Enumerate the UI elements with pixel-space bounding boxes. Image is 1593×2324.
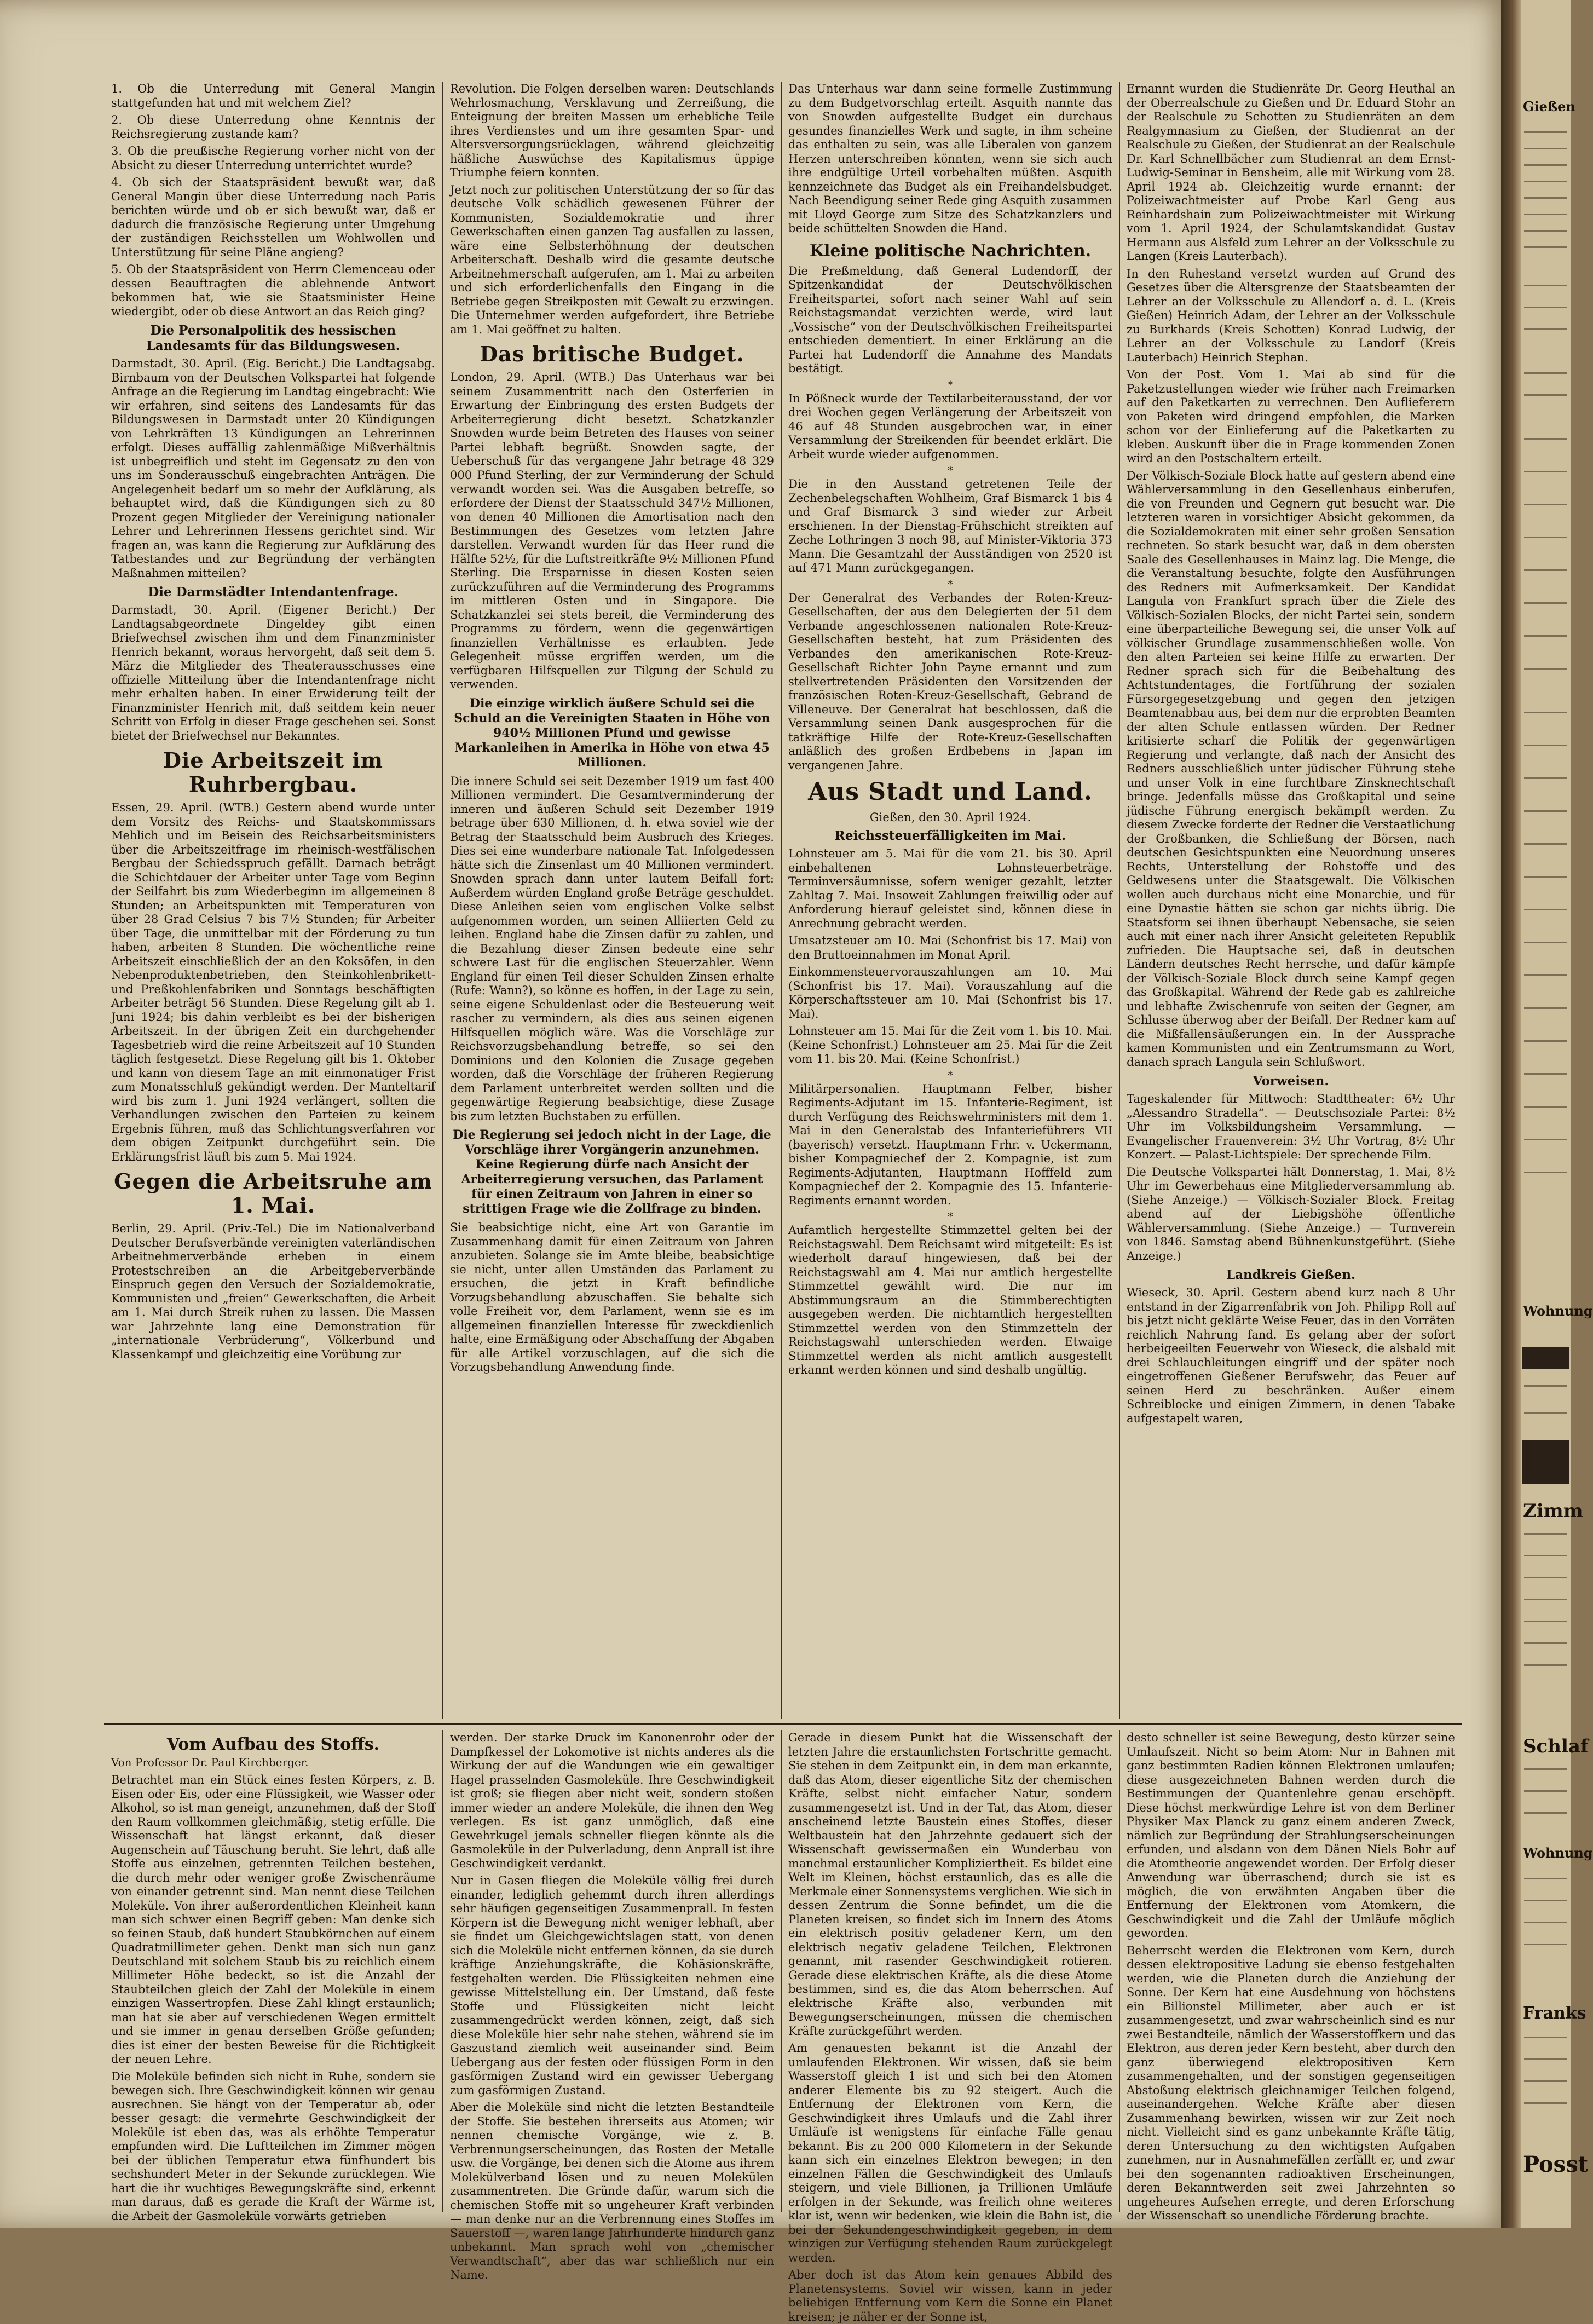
article-personalpolitik: Darmstadt, 30. April. (Eig. Bericht.) Die Landtagsabg. Birnbaum von der Deutschen Volkspartei hat folgende Anfrage an die Regierung im Landtag eingebracht: Wie wir erfahren, sind seitens des Landesamts für das Bildungswesen in Darmstadt unter 20 Kündigungen von Lehrkräften 13 Kündigungen an Lehrerinnen erfolgt. Dieses auffällig zahlenmäßige Mißverhältnis ist unbegreiflich und steht im Gegensatz zu den von uns im Sonderausschuß eingebrachten Anträgen. Die Angelegenheit bedarf um so mehr der Aufklärung, als behauptet wird, daß die Kündigungen sich zu 80 Prozent gegen Mitglieder der Vereinigung nationaler Lehrer und Lehrerinnen Hessens gerichtet sind. Wir fragen an, was kann die Regierung zur Aufklärung des Tatbestandes und zur Begründung der verhängten Maßnahmen mitteilen? — [111, 357, 435, 580]
neighbor-text-line — [1524, 1577, 1567, 1578]
article-budget: London, 29. April. (WTB.) Das Unterhaus war bei seinem Zusammentritt nach den Osterferien in Erwartung der Einbringung des ersten Budgets der Arbeiterregierung dicht besetzt. Schatzkanzler Snowden wurde beim Betreten des Hauses von seiner Partei lebhaft begrüßt. Snowden sagte, der Ueberschuß für das vergangene Jahr betrage 48 329 000 Pfund Sterling, der zur Verminderung der Schuld verwandt worden sei. Was die Ausgaben betreffe, so erfordere der Dienst der Staatsschuld 347½ Millionen, von denen 40 Millionen die Amortisation nach den Bestimmungen des Gesetzes vom letzten Jahre darstellen. Verwandt wurden für das Heer rund die Hälfte 52½, für die Luftstreitkräfte 9½ Millionen Pfund Sterling. Die Ersparnisse in diesen Kosten seien zurückzuführen auf die Verminderung des Programms im mittleren Osten und in Singapore. Die Schatzkanzlei sei stets bereit, die Verminderung des Programms zu fördern, wenn die gegenwärtigen finanziellen Verhältnisse es erlaubten. Jede Gelegenheit müsse ergriffen werden, um die verfügbaren Hilfsquellen zur Tilgung der Schuld zu verwenden. — [450, 371, 774, 691]
feuilleton-paragraph: desto schneller ist seine Bewegung, desto kürzer seine Umlaufszeit. Nicht so beim Atom: Nur in Bahnen mit ganz bestimmten Radien können Elektronen umlaufen; diese ausgezeichneten Bahnen werden durch die Bestimmungen der Quantenlehre genau erschöpft. Diese höchst merkwürdige Lehre ist von dem Berliner Physiker Max Planck zu ganz einem anderen Zweck, nämlich zur Begründung der Strahlungserscheinungen erfunden, und alsdann von dem Dänen Niels Bohr auf die Atomtheorie angewendet worden. Der Erfolg dieser Anwendung war überraschend; durch sie ist es möglich, die von erwähnten Angaben über die Entfernung der Elektronen vom Atomkern, die Geschwindigkeit und die Zahl der Umläufe möglich geworden. — [1127, 1731, 1455, 1940]
feuilleton-column-4 — [1127, 1731, 1455, 2222]
neighbor-text-line — [1524, 712, 1567, 713]
neighbor-text-line — [1524, 1599, 1567, 1600]
news-ernennungen: Ernannt wurden die Studienräte Dr. Georg Heuthal an der Oberrealschule zu Gießen und Dr. Eduard Stohr an der Realschule zu Schotten zu Studienräten an dem Realgymnasium zu Gießen, der Studienrat an der Realschule zu Gießen, der Studienrat an der Realschule Dr. Karl Schnellbächer zum Studienrat an dem Ernst-Ludwig-Seminar in Bensheim, alle mit Wirkung vom 28. April 1924 ab. Gleichzeitig wurde ernannt: der Polizeiwachtmeister auf Probe Karl Geng aus Reinhardshain zum Polizeiwachtmeister mit Wirkung vom 1. April 1924, der Schulamtskandidat Gustav Hermann aus Alsfeld zum Lehrer an der Volksschule zu Langen (Kreis Lauterbach). — [1127, 82, 1455, 263]
separator-star: * — [948, 1069, 953, 1081]
neighbor-text-line — [1524, 1040, 1567, 1042]
neighbor-label: Schlaf — [1523, 1735, 1589, 1757]
neighbor-text-line — [1524, 1385, 1567, 1387]
steuer-lohnsteuer-2: Lohnsteuer am 15. Mai für die Zeit vom 1. bis 10. Mai. (Keine Schonfrist.) Lohnsteuer am 25. Mai für die Zeit vom 11. bis 20. Mai. (Keine Schonfrist.) — [788, 1024, 1112, 1065]
question-2: 2. Ob diese Unterredung ohne Kenntnis der Reichsregierung zustande kam? — [111, 113, 435, 141]
neighbor-label: Wohnung — [1523, 1303, 1593, 1319]
neighbor-text-line — [1524, 974, 1567, 976]
news-poessneck: In Pößneck wurde der Textilarbeiterausstand, der vor drei Wochen gegen Verlängerung der Arbeitszeit von 46 auf 48 Stunden ausgebrochen war, in einer Versammlung der Streikenden für beendet erklärt. Die Arbeit wurde wieder aufgenommen. — [788, 391, 1112, 461]
news-ludendorff: Die Preßmeldung, daß General Ludendorff, der Spitzenkandidat der Deutschvölkischen Freiheitspartei, sofort nach seiner Wahl auf sein Reichstagsmandat verzichten werde, wird laut „Vossische“ von der Deutschvölkischen Freiheitspartei entschieden dementiert. In einer Erklärung an die Partei hat Ludendorff die Annahme des Mandats bestätigt. — [788, 264, 1112, 375]
heading-personalpolitik: Die Personalpolitik des hessischen Landesamts für das Bildungswesen. — [146, 323, 400, 353]
question-3: 3. Ob die preußische Regierung vorher nicht von der Absicht zu dieser Unterredung unterrichtet wurde? — [111, 145, 435, 172]
heading-intendantenfrage: Die Darmstädter Intendantenfrage. — [148, 585, 399, 599]
article-budget-regierung: Sie beabsichtige nicht, eine Art von Garantie im Zusammenhang damit für einen Zeitraum von Jahren anzubieten. Solange sie im Amte bleibe, beabsichtige sie nicht, unter allen Umständen das Parlament zu ersuchen, die jetzt in Kraft befindliche Vorzugsbehandlung abzuschaffen. Sie behalte sich volle Freiheit vor, dem Parlament, wenn sie es im allgemeinen finanziellen Interesse für zweckdienlich halte, eine Ermäßigung oder Abschaffung der Abgaben für alle Artikel vorzuschlagen, auf die sich die Vorzugsbehandlung Anwendung finde. — [450, 1221, 774, 1374]
article-arbeitsruhe-cont: Revolution. Die Folgen derselben waren: Deutschlands Wehrlosmachung, Versklavung und Zerreißung, die Enteignung der breiten Massen um erhebliche Teile ihres Verdienstes und um ihre gesamten Spar- und Altersversorgungsrücklagen, während gleichzeitig häßliche Auswüchse des Kapitalismus üppige Triumphe feiern konnten. — [450, 82, 774, 179]
neighbor-text-line — [1524, 372, 1567, 374]
feuilleton-paragraph: Betrachtet man ein Stück eines festen Körpers, z. B. Eisen oder Eis, oder eine Flüssigkeit, wie Wasser oder Alkohol, so ist man geneigt, anzunehmen, daß der Stoff den Raum vollkommen gleichmäßig, stetig erfülle. Die Wissenschaft hat längst erkannt, daß dieser Augenschein auf Täuschung beruht. Sie lehrt, daß alle Stoffe aus einzelnen, getrennten Teilchen bestehen, die durch mehr oder weniger große Zwischenräume von einander getrennt sind. Man nennt diese Teilchen Moleküle. Von ihrer außerordentlichen Kleinheit kann man sich schwer einen Begriff geben: Man denke sich so feinen Staub, daß hundert Staubkörnchen auf einem Quadratmillimeter gehen. Denkt man sich nun ganz Deutschland mit solchem Staub bis zu reichlich einem Millimeter Höhe bedeckt, so ist die Anzahl der Staubteilchen gleich der Zahl der Moleküle in einem einzigen Wassertropfen. Diese Zahl klingt erstaunlich; man hat sie aber auf verschiedenen Wegen ermittelt und sie immer in genau derselben Größe gefunden; dies ist einer der besten Beweise für die Richtigkeit der neuen Lehre. — [111, 1773, 435, 2066]
neighbor-text-line — [1524, 246, 1567, 248]
question-4: 4. Ob sich der Staatspräsident bewußt war, daß General Mangin über diese Unterredung nach Paris berichten würde und ob er sich bewußt war, daß er dadurch die französische Regierung unter Umgehung der zuständigen Reichsstellen um Wohlwollen und Unterstützung für seine Pläne angieng? — [111, 176, 435, 259]
neighbor-text-line — [1524, 471, 1567, 472]
neighbor-text-line — [1524, 181, 1567, 182]
neighbor-text-line — [1524, 2080, 1567, 2082]
separator-star: * — [948, 578, 953, 590]
news-voelkisch-sozialer-block: Der Völkisch-Soziale Block hatte auf gestern abend eine Wählerversammlung in den Gesellenhaus einberufen, die von Freunden und Gegnern gut besucht war. Die letzteren waren in vorsichtiger Absicht gekommen, da die Sozialdemokraten mit einer sehr großen Sensation rechneten. So stark besucht war, daß in dem obersten Saale des Gesellenhauses in Mainz lag. Die Menge, die die Veranstaltung besuchte, folgte den Ausführungen des Redners mit Aufmerksamkeit. Der Kandidat Langula von Frankfurt sprach über die Ziele des Völkisch-Sozialen Blocks, der nicht Partei sein, sondern eine überparteiliche Bewegung sei, die unser Volk auf völkischer Grundlage zusammenschließen wolle. Von den alten Parteien sei keine Hilfe zu erwarten. Der Redner sprach sich für die Beibehaltung des Achtstundentages, die Fortführung der sozialen Fürsorgegesetzgebung und gegen den jetzigen Beamtenabbau aus, bei dem nur die erprobten Beamten der alten Schule entlassen würden. Der Redner kritisierte scharf die Politik der gegenwärtigen Regierung und verlangte, daß nach der Ansicht des Redners ausschließlich unter jüdischer Führung stehe und unser Volk in eine furchtbare Zinsknechtschaft bringe. Jedenfalls müsse das Großkapital und seine jüdische Führung energisch bekämpft werden. Zu diesem Zwecke forderte der Redner die Verstaatlichung der Großbanken, die Schließung der Börsen, nach deutschen Gesichtspunkten eine Neuordnung unseres Rechts, Unterstellung der Rohstoffe und des Geldwesens unter die Staatsgewalt. Die Völkischen wollen auch durchaus nicht eine Monarchie, und für eine Dynastie hätten sie schon gar nichts übrig. Die Staatsform sei ihnen überhaupt Nebensache, sie seien auch mit einer nach ihrer Ansicht geleiteten Republik zufrieden. Die Hauptsache sei, daß in deutschen Ländern deutsches Recht herrsche, und dafür kämpfe der Völkisch-Soziale Block durch seine Kampf gegen das Großkapital. Während der Rede gab es zahlreiche und lebhafte Zwischenrufe von seiten der Gegner, am Schlusse überwog aber der Beifall. Der Redner kam auf die Mißfallensäußerungen ein. In der Aussprache kamen Kommunisten und ein Zentrumsmann zu Wort, danach sprach Langula sein Schlußwort. — [1127, 469, 1455, 1069]
neighbor-text-line — [1524, 197, 1567, 199]
column-rule — [442, 82, 443, 1719]
neighbor-text-line — [1524, 1944, 1567, 1945]
feuilleton-paragraph: Beherrscht werden die Elektronen vom Kern, durch dessen elektropositive Ladung sie ebenso festgehalten werden, wie die Planeten durch die Anziehung der Sonne. Der Kern hat eine Ausdehnung von höchstens ein Billionstel Millimeter, aber auch er ist zusammengesetzt, und zwar wahrscheinlich sind es nur zwei Bestandteile, nämlich der Wasserstoffkern und das Elektron, aus deren jeder Kern besteht, aber durch den ganz überwiegend elektropositiven Kern zusammengehalten, und der sonstigen gegenseitigen Abstoßung elektrisch gleichnamiger Teilchen folgend, auseinandergehen. Welche Kräfte aber diesen Zusammenhang bewirken, wissen wir zur Zeit noch nicht. Vielleicht sind es ganz unbekannte Kräfte tätig, deren Untersuchung zu den wichtigsten Aufgaben zunehmen, nur in Ausnahmefällen zerfällt er, und zwar bei den sogenannten radioaktiven Erscheinungen, deren Bekanntwerden seit zwei Jahrzehnten so ungeheures Aufsehen erregte, und deren Erforschung der Wissenschaft so unendliche Förderung brachte. — [1127, 1944, 1455, 2222]
neighbor-text-line — [1524, 148, 1567, 149]
heading-stadt-und-land: Aus Stadt und Land. — [808, 778, 1093, 806]
neighbor-text-line — [1524, 569, 1567, 571]
neighbor-text-line — [1524, 307, 1567, 308]
neighbor-text-line — [1524, 745, 1567, 746]
neighbor-text-line — [1524, 1642, 1567, 1644]
neighbor-text-line — [1524, 1900, 1567, 1901]
news-militaerpersonalien: Militärpersonalien. Hauptmann Felber, bisher Regiments-Adjutant im 15. Infanterie-Regiment, ist durch Verfügung des Reichswehrministers mit dem 1. Mai in den Generalstab des Infanterieführers VII (bayerisch) versetzt. Hauptmann Frhr. v. Uckermann, bisher Kompagniechef der 2. Kompagnie, ist zum Regiments-Adjutanten, Hauptmann Hofffeld zum Kompagniechef der 2. Kompagnie des 15. Infanterie-Regiments ernannt worden. — [788, 1082, 1112, 1207]
feuilleton-paragraph: werden. Der starke Druck im Kanonenrohr oder der Dampfkessel der Lokomotive ist nichts anderes als die Wirkung der auf die Wandungen wie ein gewaltiger Hagel prasselnden Gasmoleküle. Ihre Geschwindigkeit ist groß; sie fliegen aber nicht weit, sondern stoßen immer wieder an andere Moleküle, die ihnen den Weg verlegen. Es ist ganz unmöglich, daß eine Gewehrkugel jemals schneller fliegen könnte als die Gasmoleküle in der Pulverladung, denn Anprall ist ihre Geschwindigkeit verdankt. — [450, 1731, 774, 1870]
news-zechen: Die in den Ausstand getretenen Teile der Zechenbelegschaften Wohlheim, Graf Bismarck 1 bis 4 und Graf Bismarck 3 sind wieder zur Arbeit erschienen. In der Dienstag-Frühschicht streikten auf Zeche Lothringen 3 noch 98, auf Minister-Viktoria 373 Mann. Die Gesamtzahl der Ausständigen von 2520 ist auf 471 Mann zurückgegangen. — [788, 477, 1112, 574]
column-rule — [1119, 82, 1120, 1719]
neighbor-text-line — [1524, 1790, 1567, 1792]
separator-star: * — [948, 1211, 953, 1222]
neighbor-label: Zimm — [1523, 1500, 1583, 1522]
heading-landkreis: Landkreis Gießen. — [1226, 1267, 1356, 1282]
feuilleton-paragraph: Die Moleküle befinden sich nicht in Ruhe, sondern sie bewegen sich. Ihre Geschwindigkeit können wir genau ausrechnen. Sie hängt von der Temperatur ab, oder besser gesagt: die vermehrte Geschwindigkeit der Moleküle ist eben das, was als erhöhte Temperatur empfunden wird. Die Luftteilchen im Zimmer mögen bei der üblichen Temperatur etwa fünfhundert bis sechshundert Meter in der Sekunde zurücklegen. Wie hart die ihr wuchtiges Bewegungskräfte sind, erkennt man daraus, daß es gerade die Kraft der Wärme ist, die Arbeit der Gasmoleküle vorwärts getrieben — [111, 2069, 435, 2223]
neighbor-text-line — [1524, 942, 1567, 943]
neighbor-text-line — [1524, 214, 1567, 215]
heading-britisches-budget: Das britische Budget. — [480, 342, 744, 366]
feuilleton-byline: Von Professor Dr. Paul Kirchberger. — [111, 1756, 309, 1769]
neighbor-text-line — [1524, 504, 1567, 505]
neighbor-text-line — [1524, 2058, 1567, 2060]
neighbor-text-line — [1524, 285, 1567, 286]
separator-star: * — [948, 379, 953, 391]
neighbor-text-line — [1524, 810, 1567, 812]
neighbor-label: Franks — [1523, 2004, 1586, 2023]
article-arbeitsruhe: Berlin, 29. April. (Priv.-Tel.) Die im Nationalverband Deutscher Berufsverbände vereinigten vaterländischen Arbeitnehmerverbände erheben in einem Protestschreiben an die Arbeitgeberverbände Einspruch gegen den Versuch der Sozialdemokratie, Kommunisten und „freien“ Gewerkschaften, die Arbeit am 1. Mai durch Streik ruhen zu lassen. Die Massen war Jahrzehnte lang eine Demonstration für „internationale Verbrüderung“, Völkerbund und Klassenkampf und gleichzeitig eine Vorübung zur — [111, 1222, 435, 1361]
neighbor-text-line — [1524, 2037, 1567, 2038]
feuilleton-rule — [104, 1723, 1462, 1725]
neighbor-text-line — [1524, 1106, 1567, 1108]
neighbor-text-line — [1524, 328, 1567, 330]
neighbor-text-line — [1524, 1812, 1567, 1814]
neighbor-text-line — [1524, 537, 1567, 538]
article-budget-schuld: Die innere Schuld sei seit Dezember 1919 um fast 400 Millionen vermindert. Die Gesamtverminderung der inneren und äußeren Schuld seit Dezember 1919 betrage über 630 Millionen, d. h. etwa soviel wie der Betrag der Staatsschuld beim Ausbruch des Krieges. Dies sei eine wunderbare nationale Tat. Infolgedessen hätte sich die Zinsenlast um 40 Millionen vermindert. Snowden sprach dann unter lautem Beifall fort: Außerdem würden England große Beträge geschuldet. Diese Anleihen seien vom englischen Volke selbst aufgenommen worden, um seinen Alliierten Geld zu leihen. England habe die Zinsen dafür zu zahlen, und die Bezahlung dieser Zinsen bedeute eine sehr schwere Last für die englischen Steuerzahler. Wenn England für einen Teil dieser Schulden Zinsen erhalte (Rufe: Wann?), so könne es hoffen, in der Lage zu sein, seine eigene Schuldenlast oder die Besteuerung weit rascher zu vermindern, als dies aus seinen eigenen Hilfsquellen möglich wäre. Was die Vorschläge zur Reichsvorzugsbehandlung betreffe, so sei den Dominions und den Kolonien die Zusage gegeben worden, daß die Vorschläge der früheren Regierung dem Parlament unterbreitet werden sollten und die gegenwärtige Regierung beabsichtige, diese Zusage bis zum letzten Buchstaben zu erfüllen. — [450, 774, 774, 1123]
question-1: 1. Ob die Unterredung mit General Mangin stattgefunden hat und mit welchem Ziel? — [111, 82, 435, 109]
neighbor-text-line — [1524, 1878, 1567, 1879]
neighbor-text-line — [1524, 777, 1567, 779]
feuilleton-paragraph: Gerade in diesem Punkt hat die Wissenschaft der letzten Jahre die erstaunlichsten Fortschritte gemacht. Sie stehen in dem Zeitpunkt ein, in dem man erkannte, daß das Atom, dieser eigentliche Sitz der chemischen Kräfte, selbst nicht einfacher Natur, sondern zusammengesetzt ist. Und in der Tat, das Atom, dieser anscheinend letzte Baustein eines Stoffes, dieser Weltbaustein hat den Jahrzehnte gedauert sich der Wissenschaft gewissermaßen ein Wunderbau von manchmal erstaunlicher Kompliziertheit. Es bildet eine Welt im Kleinen, höchst erstaunlich, das es alle die Merkmale einer Sonnensystems verglichen. Wie sich in dessen Zentrum die Sonne befindet, um die die Planeten kreisen, so findet sich im Innern des Atoms ein elektrisch positiv geladener Kern, um den elektrisch negativ geladene Teilchen, Elektronen genannt, mit rasender Geschwindigkeit rotieren. Gerade diese elektrischen Kräfte, als die diese Atome bestimmen, sind es, die das Atom beherrschen. Auf elektrische Kräfte also, verbunden mit Bewegungserscheinungen, müssen die chemischen Kräfte zurückgeführt werden. — [788, 1731, 1112, 2038]
news-rotes-kreuz: Der Generalrat des Verbandes der Roten-Kreuz-Gesellschaften, der aus den Delegierten der 51 dem Verbande angeschlossenen nationalen Rote-Kreuz-Gesellschaften besteht, hat zum Präsidenten des Verbandes den amerikanischen Rote-Kreuz-Gesellschaft Richter John Payne ernannt und zum stellvertretenden Präsidenten den Vorsitzenden der französischen Roten-Kreuz-Gesellschaft, Gebrand de Villeneuve. Der Generalrat hat beschlossen, daß die Versammlung seinen Dank ausgesprochen für die tatkräftige Hilfe der Rote-Kreuz-Gesellschaften anläßlich des großen Erdbebens in Japan im vergangenen Jahre. — [788, 591, 1112, 772]
neighbor-text-line — [1524, 1664, 1567, 1666]
neighbor-text-line — [1524, 164, 1567, 166]
tageskalender: Tageskalender für Mittwoch: Stadttheater: 6½ Uhr „Alessandro Stradella“. — Deutschsoziale Partei: 8½ Uhr im Volksbildungsheim Versammlung. — Evangelischer Frauenverein: 3½ Uhr Vortrag, 8½ Uhr Konzert. — Palast-Lichtspiele: Der sprechende Film. — [1127, 1092, 1455, 1161]
neighbor-text-line — [1524, 843, 1567, 845]
article-arbeitszeit: Essen, 29. April. (WTB.) Gestern abend wurde unter dem Vorsitz des Reichs- und Staatskommissars Mehlich und im Beisein des Reichsarbeitsministers über die Arbeitszeitfrage im rheinisch-westfälischen Bergbau der Schiedsspruch gefällt. Darnach beträgt die Schichtdauer der Arbeiter unter Tage vom Beginn der Seilfahrt bis zum Wiederbeginn im allgemeinen 8 Stunden; an Arbeitspunkten mit Temperaturen von über 28 Grad Celsius 7 bis 7½ Stunden; für Arbeiter über Tage, die unmittelbar mit der Förderung zu tun haben, arbeiten 8 Stunden. Die wöchentliche reine Arbeitszeit einschließlich der an den Koksöfen, in den Nebenproduktenbetrieben, den Steinkohlenbrikett- und Preßkohlenfabriken und Sonntags beschäftigten Arbeiter beträgt 56 Stunden. Diese Regelung gilt ab 1. Juni 1924; bis dahin verbleibt es bei der bisherigen Arbeitszeit. In der übrigen Zeit ein durchgehender Tagesbetrieb wird die reine Arbeitszeit auf 10 Stunden täglich festgesetzt. Diese Regelung gilt bis 1. Oktober und kann von diesem Tage an mit einmonatiger Frist zum Monatsschluß gekündigt werden. Der Manteltarif wird bis zum 1. Juni 1924 verlängert, sollten die Verhandlungen zwischen den Parteien zu keinem Ergebnis führen, muß das Schlichtungsverfahren vor dem obigen Zeitpunkt durchgeführt sein. Die Erklärungsfrist läuft bis zum 5. Mai 1924. — [111, 801, 435, 1163]
neighbor-label: Posst — [1523, 2152, 1589, 2177]
heading-arbeitsruhe: Gegen die Arbeitsruhe am 1. Mai. — [114, 1169, 432, 1218]
article-arbeitsruhe-cont2: Jetzt noch zur politischen Unterstützung der so für das deutsche Volk schädlich gewesenen Führer der Kommunisten, Sozialdemokratie und ihrer Gewerkschaften einen ganzen Tag ausfallen zu lassen, wäre eine Selbsterhöhnung der deutschen Arbeiterschaft. Deshalb wird die gesamte deutsche Arbeitnehmerschaft aufgerufen, am 1. Mai zu arbeiten und sich erforderlichenfalls den Eingang in die Betriebe gegen Streikposten mit Gewalt zu erzwingen. Die Unternehmer werden aufgefordert, ihre Betriebe am 1. Mai geöffnet zu halten. — [450, 183, 774, 336]
book-binding — [1501, 0, 1521, 2228]
neighbor-text-line — [1524, 1412, 1567, 1414]
feuilleton-paragraph: Aber die Moleküle sind nicht die letzten Bestandteile der Stoffe. Sie bestehen ihrerseits aus Atomen; wir nennen chemische Vorgänge, wie z. B. Verbrennungserscheinungen, das Rosten der Metalle usw. die Vorgänge, bei denen sich die Atome aus ihrem Molekülverband lösen und zu neuen Molekülen zusammentreten. Die Gründe dafür, warum sich die chemischen Stoffe mit so ungeheurer Kraft verbinden — man denke nur an die Verbrennung eines Stoffes im Sauerstoff —, waren lange Jahrhunderte hindurch ganz unbekannt. Man sprach wohl von „chemischer Verwandtschaft“, aber das war schließlich nur ein Name. — [450, 2101, 774, 2281]
question-5: 5. Ob der Staatspräsident von Herrn Clemenceau oder dessen Beauftragten die ablehnende Antwort bekommen hat, wie sie Staatsminister Heine wiedergibt, oder ob diese Antwort an das Reich ging? — [111, 263, 435, 318]
article-budget-cont: Das Unterhaus war dann seine formelle Zustimmung zu dem Budgetvorschlag erteilt. Asquith nannte das von Snowden aufgestellte Budget ein durchaus gesundes finanzielles Werk und sagte, in ihm scheine das enthalten zu sein, was alle Liberalen von ganzem Herzen unterschreiben könnten, wenn sie sich auch ihre endgültige Urteil vorbehalten müßten. Asquith kennzeichnete das Budget als ein Freihandelsbudget. Nach Beendigung seiner Rede ging Asquith zusammen mit Lloyd George zum Sitze des Schatzkanzlers und beide schüttelten Snowden die Hand. — [788, 82, 1112, 235]
neighbor-page — [1521, 0, 1593, 2228]
news-stimmzettel: Aufamtlich hergestellte Stimmzettel gelten bei der Reichstagswahl. Dem Reichsamt wird mitgeteilt: Es ist wiederholt darauf hingewiesen, daß bei der Reichstagswahl am 4. Mai nur amtlich hergestellte Stimmzettel gewählt wird. Die nur im Abstimmungsraum an die Stimmberechtigten ausgegeben werden. Die nichtamtlich hergestellten Stimmzettel werden von den Stimmzetteln der Reichstagswahl unterschieden werden. Etwaige Stimmzettel werden als nicht amtlich ausgestellt erkannt werden können und sind deshalb ungültig. — [788, 1224, 1112, 1376]
column-rule — [1119, 1730, 1120, 2212]
neighbor-text-line — [1524, 1922, 1567, 1923]
separator-star: * — [948, 465, 953, 476]
neighbor-text-line — [1524, 1172, 1567, 1173]
column-rule — [781, 1730, 782, 2212]
column-4 — [1127, 82, 1455, 1716]
feuilleton-title: Vom Aufbau des Stoffs. — [166, 1735, 380, 1754]
neighbor-text-line — [1524, 131, 1567, 133]
neighbor-ad-block — [1522, 1440, 1569, 1484]
neighbor-label: Gießen — [1523, 99, 1575, 114]
neighbor-text-line — [1524, 1073, 1567, 1075]
column-rule — [781, 82, 782, 1719]
neighbor-text-line — [1524, 1007, 1567, 1009]
neighbor-text-line — [1524, 438, 1567, 440]
neighbor-text-line — [1524, 394, 1567, 396]
neighbor-text-line — [1524, 1768, 1567, 1770]
steuer-einkommen: Einkommensteuervorauszahlungen am 10. Mai (Schonfrist bis 17. Mai). Vorauszahlung auf die Körperschaftssteuer am 10. Mai (Schonfrist bis 17. Mai). — [788, 965, 1112, 1020]
neighbor-text-line — [1524, 909, 1567, 910]
neighbor-text-line — [1524, 668, 1567, 670]
neighbor-text-line — [1524, 1621, 1567, 1622]
neighbor-text-line — [1524, 1139, 1567, 1140]
neighbor-text-line — [1524, 1555, 1567, 1556]
heading-reichssteuer: Reichssteuerfälligkeiten im Mai. — [834, 828, 1066, 843]
dateline: Gießen, den 30. April 1924. — [869, 811, 1031, 824]
veranstaltungen: Die Deutsche Volkspartei hält Donnerstag, 1. Mai, 8½ Uhr im Gewerbehaus eine Mitgliederversammlung ab. (Siehe Anzeige.) — Völkisch-Sozialer Block. Freitag abend auf der Liebigshöhe öffentliche Wählerversammlung. (Siehe Anzeige.) — Turnverein von 1846. Samstag abend Bühnenkunstgeführt. (Siehe Anzeige.) — [1127, 1165, 1455, 1262]
feuilleton-column-2 — [450, 1731, 774, 2281]
neighbor-text-line — [1524, 602, 1567, 604]
heading-kleine-nachrichten: Kleine politische Nachrichten. — [809, 241, 1092, 261]
column-1 — [111, 82, 435, 1716]
neighbor-text-line — [1524, 1533, 1567, 1535]
neighbor-ad-block — [1522, 1347, 1569, 1369]
budget-highlight-regierung: Die Regierung sei jedoch nicht in der Lage, die Vorschläge ihrer Vorgängerin anzunehmen. Keine Regierung dürfe nach Ansicht der Arbeiterregierung versuchen, das Parlament für einen Zeitraum von Jahren in einer so strittigen Frage wie die Zollfrage zu binden. — [453, 1128, 771, 1216]
news-wieseck: Wieseck, 30. April. Gestern abend kurz nach 8 Uhr entstand in der Zigarrenfabrik von Joh. Philipp Roll auf bis jetzt nicht geklärte Weise Feuer, das in den Vorräten reichlich Nahrung fand. Es gelang aber der sofort herbeigeeilten Feuerwehr von Wieseck, die alsbald mit drei Schlauchleitungen eingriff und der später noch eingetroffenen Gießener Berufswehr, das Feuer auf seinen Herd zu beschränken. Außer einem Schreiblocke und einigen Zimmern, in denen Tabake aufgestapelt waren, — [1127, 1286, 1455, 1425]
feuilleton-paragraph: Aber doch ist das Atom kein genaues Abbild des Planetensystems. Soviel wir wissen, kann in jeder beliebigen Entfernung vom Kern die Sonne ein Planet kreisen; je näher er der Sonne ist, — [788, 2268, 1112, 2323]
neighbor-text-line — [1524, 635, 1567, 637]
feuilleton-column-1 — [111, 1731, 435, 2223]
heading-vormittag: Vorweisen. — [1253, 1074, 1329, 1088]
neighbor-text-line — [1524, 876, 1567, 878]
news-ruhestand: In den Ruhestand versetzt wurden auf Grund des Gesetzes über die Altersgrenze der Staatsbeamten der Lehrer an der Volksschule zu Allendorf a. d. L. (Kreis Gießen) Heinrich Adam, der Lehrer an der Volksschule zu Burkhards (Kreis Schotten) Konrad Ludwig, der Lehrer an der Volksschule zu Landorf (Kreis Lauterbach) Heinrich Stephan. — [1127, 267, 1455, 364]
budget-highlight-schuld: Die einzige wirklich äußere Schuld sei die Schuld an die Vereinigten Staaten in Höhe von 940½ Millionen Pfund und gewisse Markanleihen in Amerika in Höhe von etwa 45 Millionen. — [454, 696, 770, 770]
column-3 — [788, 82, 1112, 1716]
steuer-lohnsteuer: Lohnsteuer am 5. Mai für die vom 21. bis 30. April einbehaltenen Lohnsteuerbeträge. Terminversäumnisse, sofern weniger gezahlt, letzter Zahltag 7. Mai. Insoweit Zahlungen freiwillig oder auf Anforderung hierauf geleistet sind, können diese in Anrechnung gebracht werden. — [788, 847, 1112, 930]
column-rule — [442, 1730, 443, 2212]
neighbor-text-line — [1524, 230, 1567, 232]
news-post: Von der Post. Vom 1. Mai ab sind für die Paketzustellungen wieder wie früher nach Freimarken auf den Paketkarten zu verrechnen. Den Auflieferern von Paketen wird dringend empfohlen, die Marken schon vor der Einlieferung auf die Paketkarten zu kleben. Auskunft über die in Frage kommenden Zonen wird an den Postschaltern erteilt. — [1127, 368, 1455, 465]
heading-arbeitszeit: Die Arbeitszeit im Ruhrbergbau. — [163, 748, 384, 797]
feuilleton-paragraph: Am genauesten bekannt ist die Anzahl der umlaufenden Elektronen. Wir wissen, daß sie beim Wasserstoff gleich 1 ist und sich bei den Atomen anderer Elemente bis zu 92 steigert. Auch die Entfernung der Elektronen vom Kern, die Geschwindigkeit ihres Umlaufs und die Zahl ihrer Umläufe ist wenigstens für einfache Fälle genau bekannt. Bis zu 200 000 Kilometern in der Sekunde kann sich ein einzelnes Elektron bewegen; in den einzelnen Fällen die Geschwindigkeit des Umlaufs steigern, und viele Billionen, ja Trillionen Umläufe erfolgen in der Sekunde, was freilich ohne weiteres klar ist, wenn wir bedenken, wie klein die Bahn ist, die bei der Sekundengeschwindigkeit gegeben, in dem winzigen zur Verfügung stehenden Raum zurückgelegt werden. — [788, 2042, 1112, 2264]
neighbor-text-line — [1524, 2102, 1567, 2104]
neighbor-label: Wohnung — [1523, 1845, 1593, 1861]
steuer-umsatz: Umsatzsteuer am 10. Mai (Schonfrist bis 17. Mai) von den Bruttoeinnahmen im Monat April. — [788, 934, 1112, 961]
article-intendantenfrage: Darmstadt, 30. April. (Eigener Bericht.) Der Landtagsabgeordnete Dingeldey gibt einen Briefwechsel zwischen ihm und dem Finanzminister Henrich bekannt, woraus hervorgeht, daß seit dem 5. März die Mitglieder des Theaterausschusses eine offizielle Mitteilung über die Intendantenfrage nicht mehr erhalten haben. In einer Erwiderung teilt der Finanzminister Henrich mit, daß seitdem kein neuer Schritt von Erfolg in dieser Frage geschehen sei. Sonst bietet der Briefwechsel nur Bekanntes. — [111, 603, 435, 742]
feuilleton-paragraph: Nur in Gasen fliegen die Moleküle völlig frei durch einander, lediglich gehemmt durch ihren allerdings sehr häufigen gegenseitigen Zusammenprall. In festen Körpern ist die Bewegung nicht weniger lebhaft, aber sie findet um Gleichgewichtslagen statt, von denen sich die Moleküle nicht entfernen können, da sie durch kräftige Anziehungskräfte, die Kohäsionskräfte, festgehalten werden. Die Flüssigkeiten nehmen eine gewisse Mittelstellung ein. Der Umstand, daß feste Stoffe und Flüssigkeiten nicht leicht zusammengedrückt werden können, zeigt, daß sich diese Moleküle hier sehr nahe stehen, während sie im Gaszustand ziemlich weit auseinander sind. Beim Uebergang aus der festen oder flüssigen Form in den gasförmigen Zustand wird ein gewisser Uebergang zum gasförmigen Zustand. — [450, 1874, 774, 2097]
feuilleton-column-3 — [788, 1731, 1112, 2323]
column-2 — [450, 82, 774, 1716]
